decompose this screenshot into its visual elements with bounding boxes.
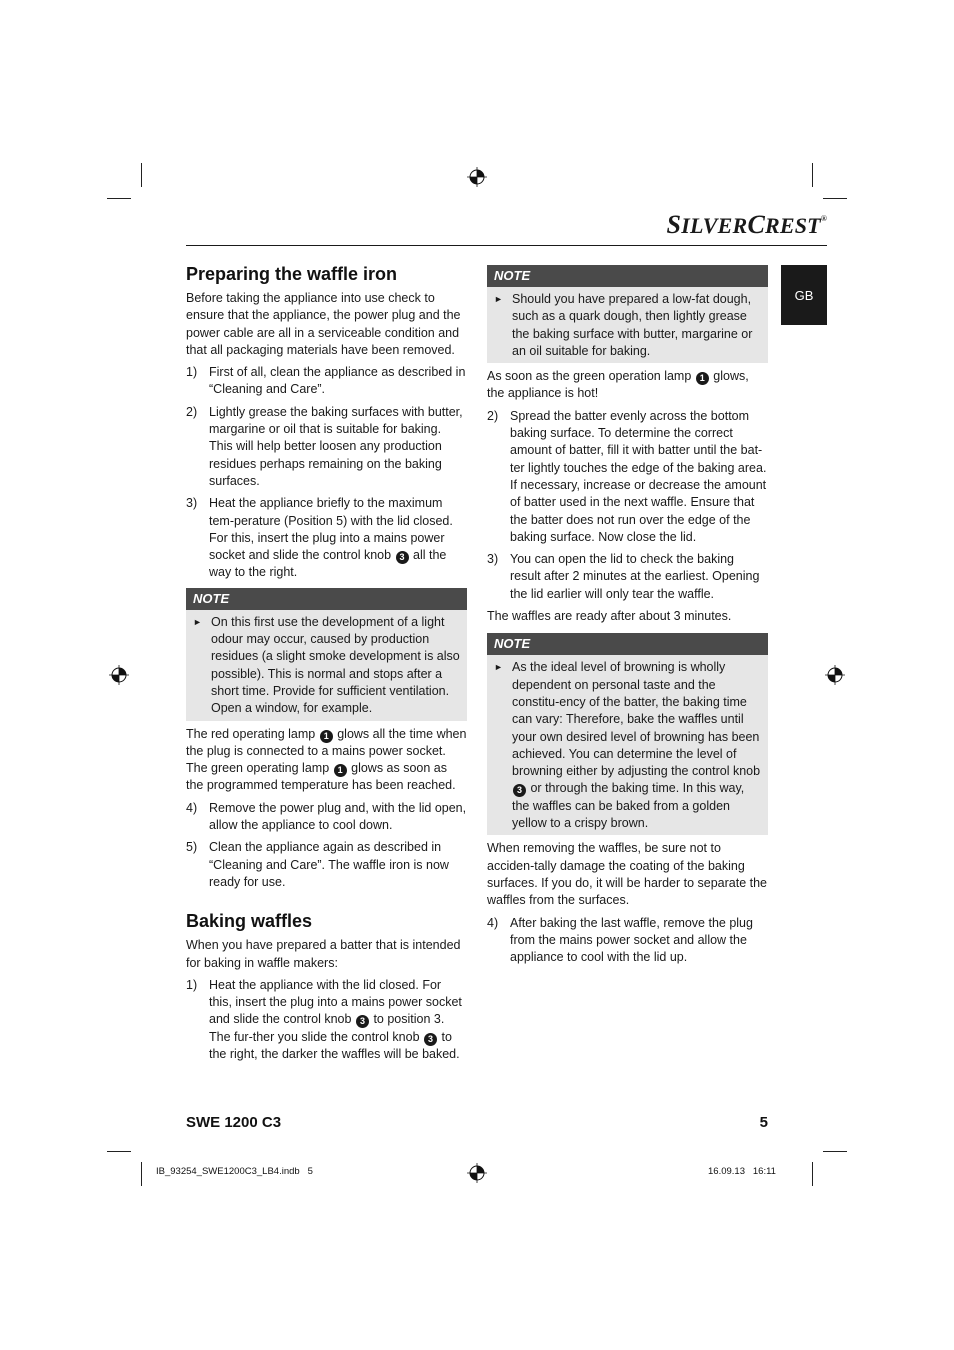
list-text: Clean the appliance again as described in “Cleaning and Care”. The waffle iron is now ready for use.: [209, 840, 449, 889]
list-item: [487, 915, 768, 967]
list-number: 3): [487, 552, 499, 567]
print-slug-date: 16.09.13 16:11: [708, 1166, 776, 1177]
note-heading: NOTE: [487, 265, 768, 287]
paragraph: Before taking the appliance into use check to ensure that the appliance, the power plug and the power cable are all in a serviceable condition and that all packaging materials have been removed.: [186, 291, 461, 357]
note-box: [487, 633, 768, 835]
section-heading: Baking waffles: [186, 911, 313, 932]
note-text: As the ideal level of browning is wholly dependent on personal taste and the constitu-ency of the batter, the baking time can vary: Therefore, bake the waffles until your own desired level of browning has been achieved. You can determine the level of browning either by adjusting the control knob 3 or through the baking time. In this way, the waffles can be baked from a golden yellow to a crispy brown.: [512, 660, 761, 831]
arrow-bullet-icon: ►: [193, 616, 202, 627]
arrow-bullet-icon: ►: [494, 294, 503, 304]
list-text: Lightly grease the baking surfaces with butter, margarine or oil that is suitable for baking. This will help better loosen any production residues perhaps remaining on the baking surfaces.: [209, 404, 463, 488]
knob-number-badge: 3: [424, 1033, 437, 1046]
paragraph: The waffles are ready after about 3 minutes.: [487, 609, 732, 624]
paragraph: When you have prepared a batter that is intended for baking in waffle makers:: [186, 938, 461, 970]
list-number: 1): [186, 365, 198, 380]
lamp-number-badge: 1: [334, 764, 347, 777]
list-item: [186, 839, 467, 891]
list-item: [186, 800, 467, 835]
crop-mark: [812, 163, 813, 187]
note-box: [186, 588, 467, 721]
list-number: 2): [487, 408, 499, 423]
list-item: [186, 977, 467, 1063]
knob-number-badge: 3: [356, 1015, 369, 1028]
section-heading: Preparing the waffle iron: [186, 264, 398, 284]
list-number: 5): [186, 840, 198, 855]
list-text: First of all, clean the appliance as described in “Cleaning and Care”.: [209, 365, 466, 397]
crop-mark: [107, 198, 131, 199]
list-number: 2): [186, 404, 198, 419]
lamp-number-badge: 1: [320, 730, 333, 743]
header-rule: [186, 245, 827, 246]
list-number: 4): [186, 800, 198, 815]
paragraph: The green operating lamp 1 glows as soon as the programmed temperature has been reached.: [186, 761, 456, 793]
paragraph: As soon as the green operation lamp 1 glows, the appliance is hot!: [487, 369, 749, 401]
list-text: Remove the power plug and, with the lid open, allow the appliance to cool down.: [209, 800, 467, 833]
crop-mark: [107, 1151, 131, 1152]
list-text: Spread the batter evenly across the bottom baking surface. To determine the correct amount of batter, fill it with batter until the bat-ter lightly touches the edge of the baking area. If necessary, increase or decrease the amount of batter used in the next waffle. Ensure that the batter does not run over the edge of the baking surface. Now close the lid.: [510, 408, 767, 544]
registration-mark-icon: [466, 166, 488, 188]
note-heading: NOTE: [186, 588, 467, 610]
list-text: You can open the lid to check the baking result after 2 minutes at the earliest. Opening the lid earlier will only tear the waffle.: [510, 552, 760, 601]
note-text: Should you have prepared a low-fat dough, such as a quark dough, then lightly grease the baking surface with butter, margarine or an oil suitable for baking.: [512, 292, 753, 358]
list-number: 4): [487, 915, 499, 930]
note-text: On this first use the development of a light odour may occur, caused by production residues (a slight smoke development is also possible). This is normal and stops after a short time. Provide for sufficient ventilation. Open a window, for example.: [211, 614, 460, 716]
list-number: 1): [186, 977, 198, 992]
list-number: 3): [186, 496, 198, 511]
knob-number-badge: 3: [513, 784, 526, 797]
paragraph: When removing the waffles, be sure not to acciden-tally damage the coating of the baking surfaces. If you do, it will be harder to separate the waffles from the surfaces.: [487, 841, 768, 908]
registration-mark-icon: [108, 664, 130, 686]
list-text: Heat the appliance with the lid closed. For this, insert the plug into a mains power socket and slide the control knob 3 to position 3. The fur-ther you slide the control knob 3 to the right, the darker the waffles will be baked.: [209, 977, 462, 1061]
registration-mark-icon: [824, 664, 846, 686]
crop-mark: [823, 1151, 847, 1152]
knob-number-badge: 3: [396, 551, 409, 564]
list-item: [487, 408, 768, 546]
list-item: [186, 364, 467, 399]
paragraph: The red operating lamp 1 glows all the time when the plug is connected to a mains power socket.: [186, 726, 467, 758]
print-slug-file: IB_93254_SWE1200C3_LB4.indb 5: [156, 1166, 313, 1177]
crop-mark: [141, 163, 142, 187]
lamp-number-badge: 1: [696, 372, 709, 385]
brand-logo: SILVERCREST®: [666, 210, 827, 239]
crop-mark: [812, 1162, 813, 1186]
note-heading: NOTE: [487, 633, 768, 655]
language-tab: GB: [781, 265, 827, 325]
page-number: 5: [759, 1114, 768, 1131]
list-item: [487, 551, 768, 603]
list-text: Heat the appliance briefly to the maximum tem-perature (Position 5) with the lid closed. For this, insert the plug into a mains power socket and slide the control knob 3 all the way to the right.: [209, 496, 453, 580]
left-column: [186, 262, 467, 1068]
list-item: [186, 404, 467, 490]
model-number: SWE 1200 C3: [186, 1114, 282, 1131]
arrow-bullet-icon: ►: [494, 662, 503, 673]
registration-mark-icon: [466, 1162, 488, 1184]
crop-mark: [823, 198, 847, 199]
list-item: [186, 495, 467, 581]
list-text: After baking the last waffle, remove the plug from the mains power socket and allow the appliance to cool with the lid up.: [510, 915, 753, 965]
crop-mark: [141, 1162, 142, 1186]
right-column: [487, 265, 768, 971]
note-box: [487, 265, 768, 363]
